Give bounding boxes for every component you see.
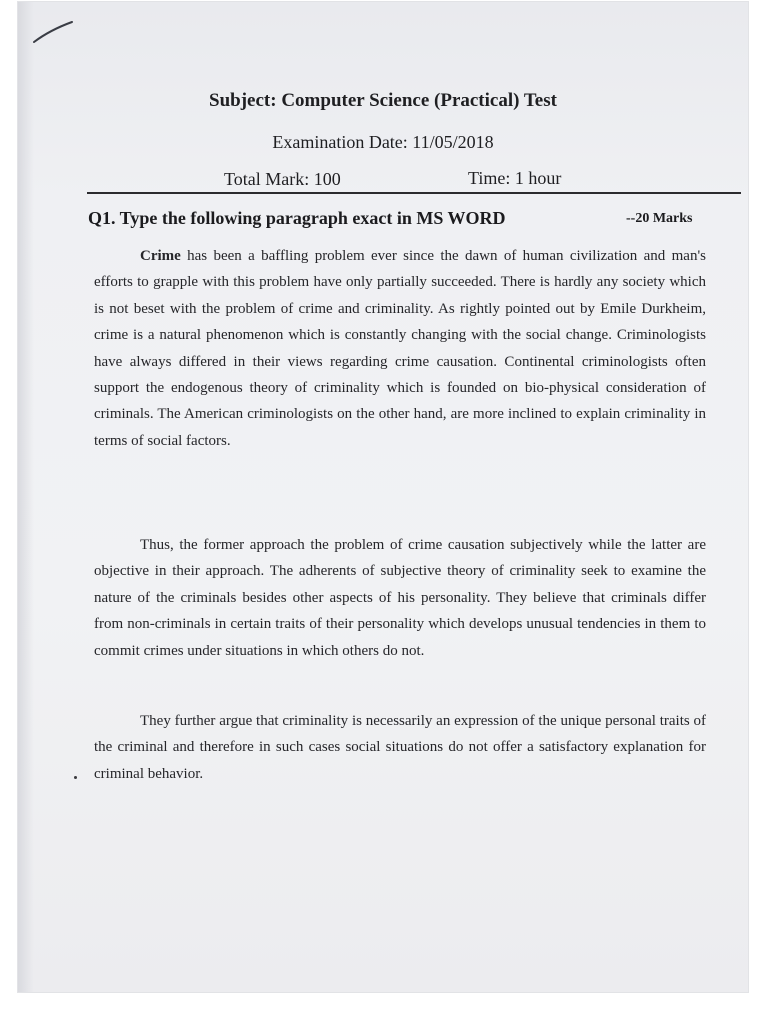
paragraph-1-lead-word: Crime: [140, 248, 181, 264]
paragraph-2-text: Thus, the former approach the problem of crime causation subjectively while the latter are objective in their approach. The adherents of subjective theory of criminality seek to examine the nature of the criminals besides other aspects of his personality. They believe that criminals differ from non-criminals in certain traits of their personality which develops unusual tendencies in them to commit crimes under situations in which others do not.: [94, 537, 706, 659]
exam-date: Examination Date: 11/05/2018: [272, 132, 494, 152]
pen-stroke-mark: [32, 16, 82, 46]
paragraph-3-text: They further argue that criminality is necessarily an expression of the unique personal traits of the criminal and therefore in such cases social situations do not offer a satisfactory explanation for criminal behavior.: [94, 713, 706, 782]
exam-time: Time: 1 hour: [468, 168, 562, 188]
question-heading: [88, 208, 748, 229]
paragraph-1: [94, 243, 706, 454]
exam-subject: Subject: Computer Science (Practical) Test: [209, 90, 557, 111]
paragraph-1-text: has been a baffling problem ever since the dawn of human civilization and man's efforts to grapple with this problem have only partially succeeded. There is hardly any society which is not beset with the problem of crime and criminality. As rightly pointed out by Emile Durkheim, crime is a natural phenomenon which is constantly changing with the social change. Criminologists have always differed in their views regarding crime causation. Continental criminologists often support the endogenous theory of criminality which is founded on bio-physical consideration of criminals. The American criminologists on the other hand, are more inclined to explain criminality in terms of social factors.: [94, 248, 706, 449]
exam-total-mark: Total Mark: 100: [224, 169, 341, 189]
question-marks: --20 Marks: [626, 211, 693, 226]
header-divider: [87, 192, 741, 194]
exam-paper-sheet: [18, 2, 748, 992]
paragraph-2: [94, 532, 706, 664]
paragraph-3: [94, 708, 706, 787]
question-title: Q1. Type the following paragraph exact in MS WORD: [88, 208, 506, 228]
ink-dot: [74, 776, 77, 779]
